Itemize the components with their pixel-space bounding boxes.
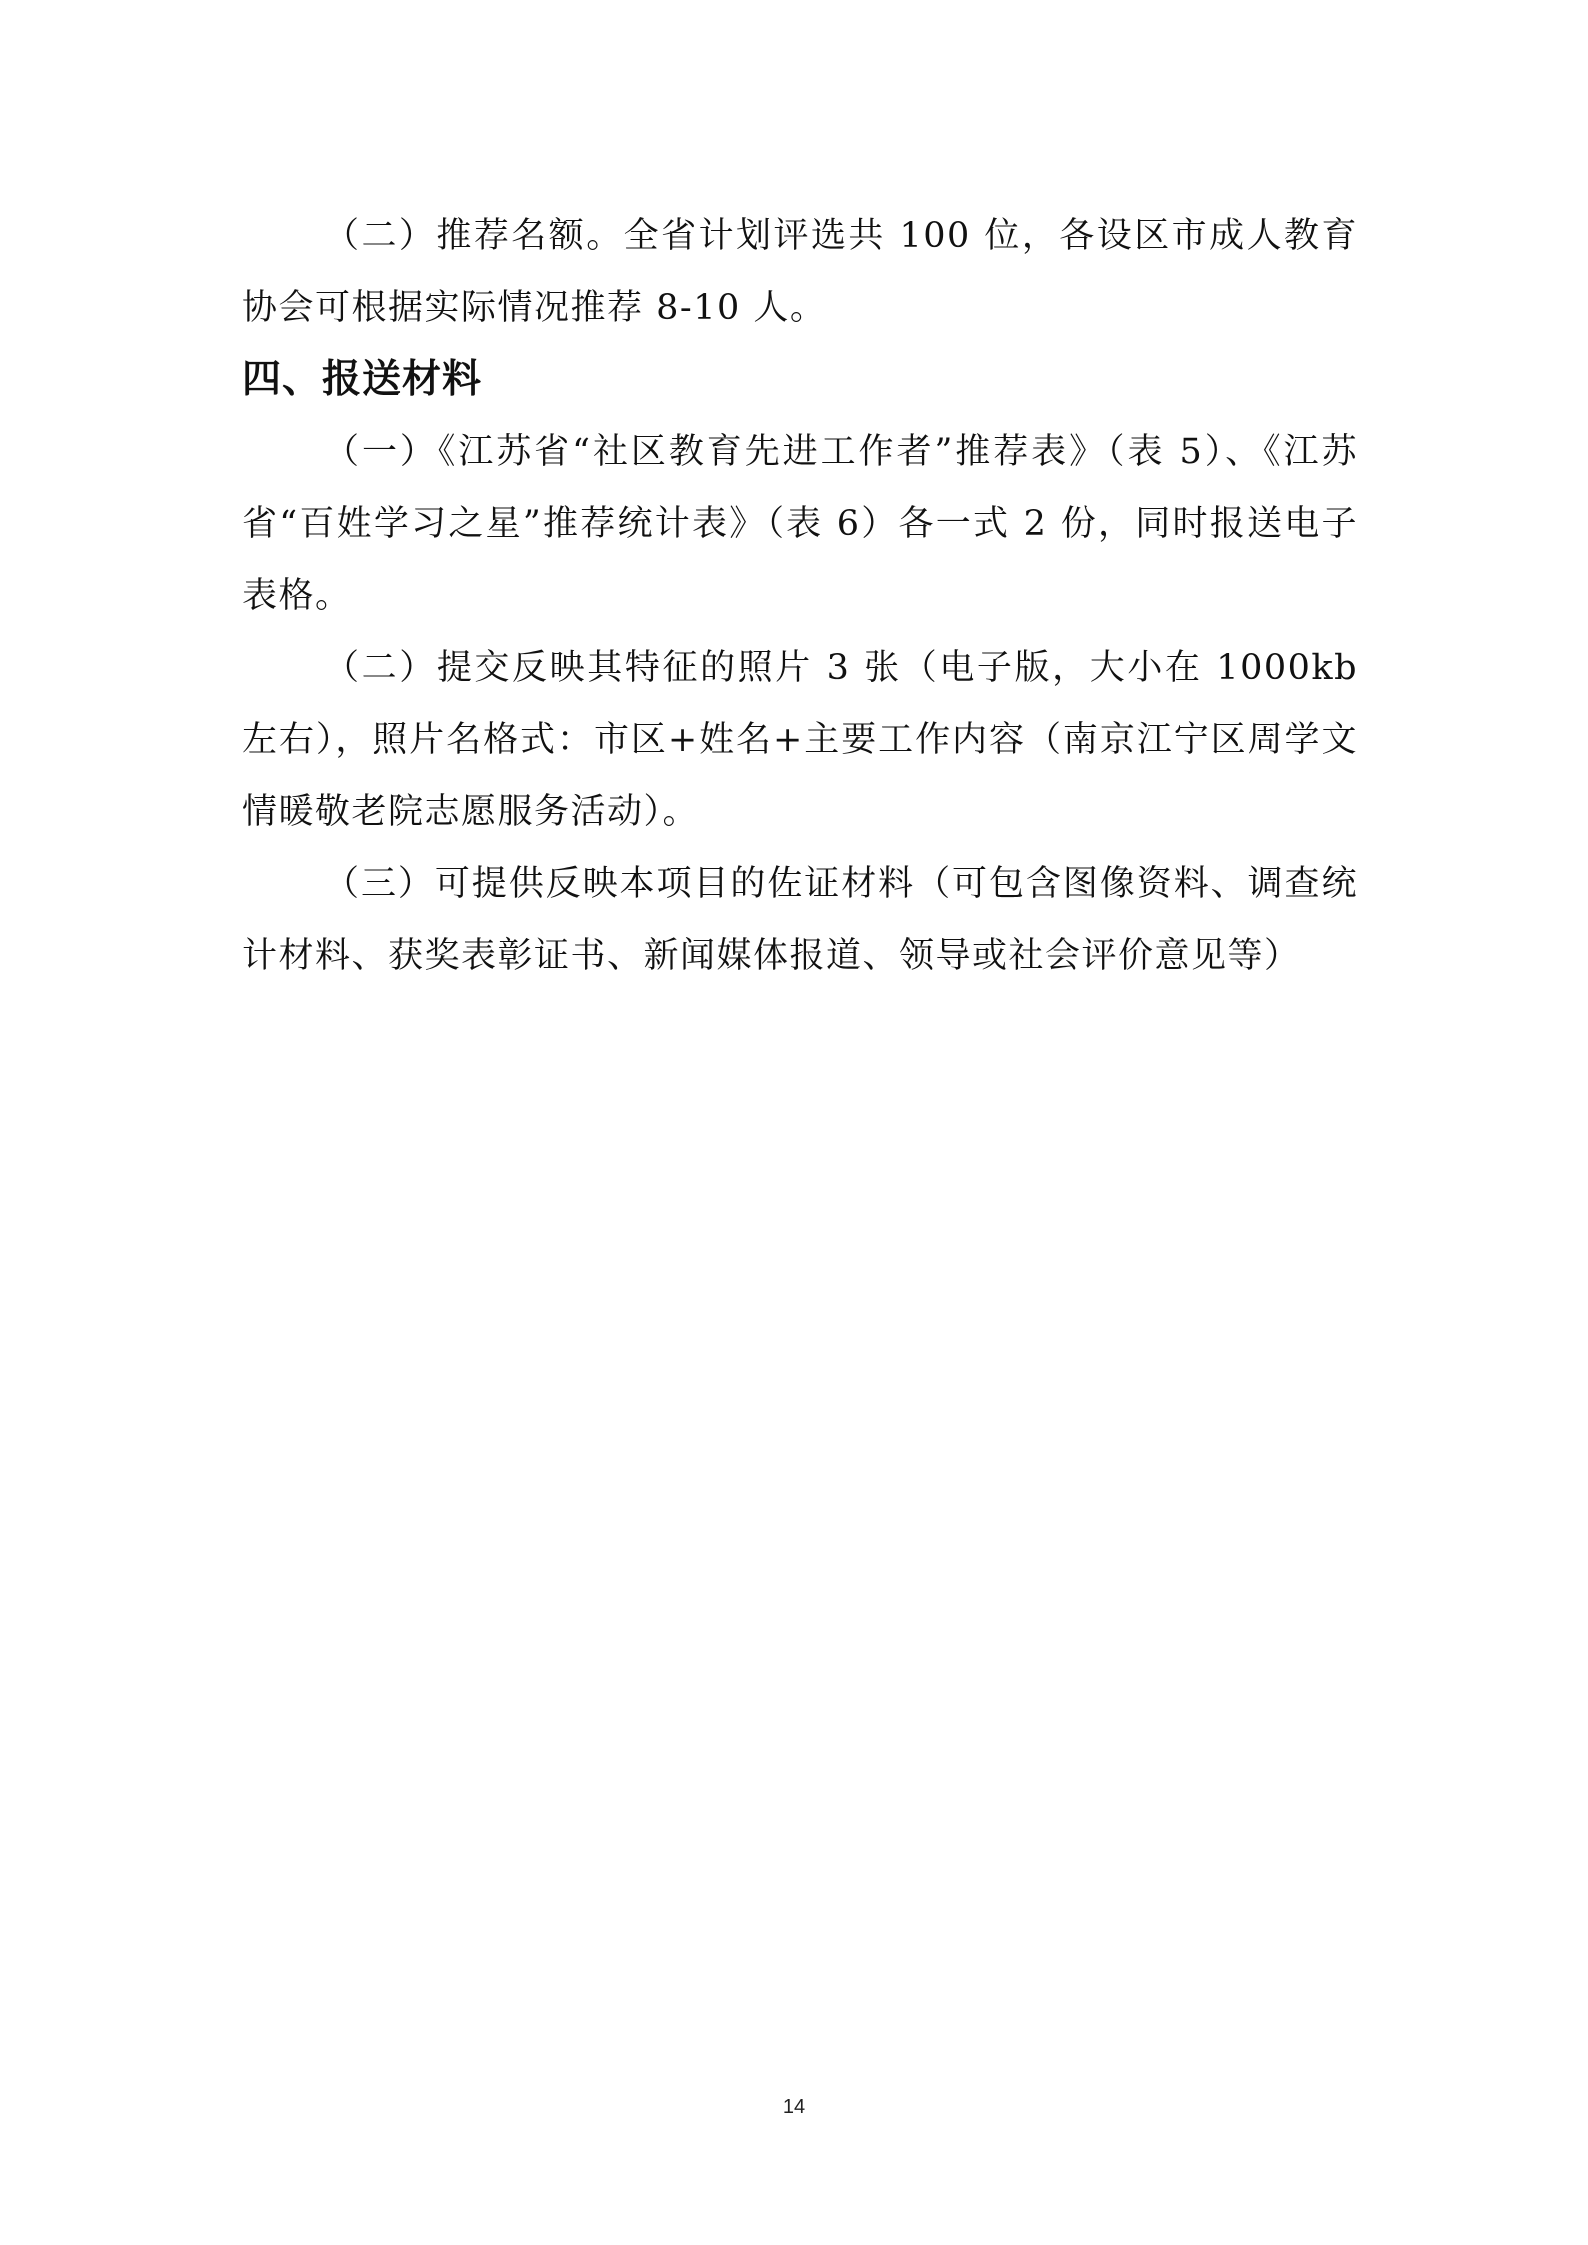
paragraph-forms: （一）《江苏省“社区教育先进工作者”推荐表》（表 5）、《江苏省“百姓学习之星”推荐统计表》（表 6）各一式 2 份，同时报送电子表格。 [242, 432, 1358, 616]
document-body [242, 200, 1358, 992]
paragraph-supporting-materials: （三）可提供反映本项目的佐证材料（可包含图像资料、调查统计材料、获奖表彰证书、新闻媒体报道、领导或社会评价意见等） [242, 864, 1358, 976]
paragraph-recommendation-quota: （二）推荐名额。全省计划评选共 100 位，各设区市成人教育协会可根据实际情况推荐 8-10 人。 [242, 216, 1358, 328]
section-heading-submission-materials: 四、报送材料 [242, 357, 483, 402]
page-number: 14 [782, 2096, 806, 2118]
paragraph-photos: （二）提交反映其特征的照片 3 张（电子版，大小在 1000kb 左右），照片名格式：市区+姓名+主要工作内容（南京江宁区周学文情暖敬老院志愿服务活动）。 [242, 648, 1358, 832]
